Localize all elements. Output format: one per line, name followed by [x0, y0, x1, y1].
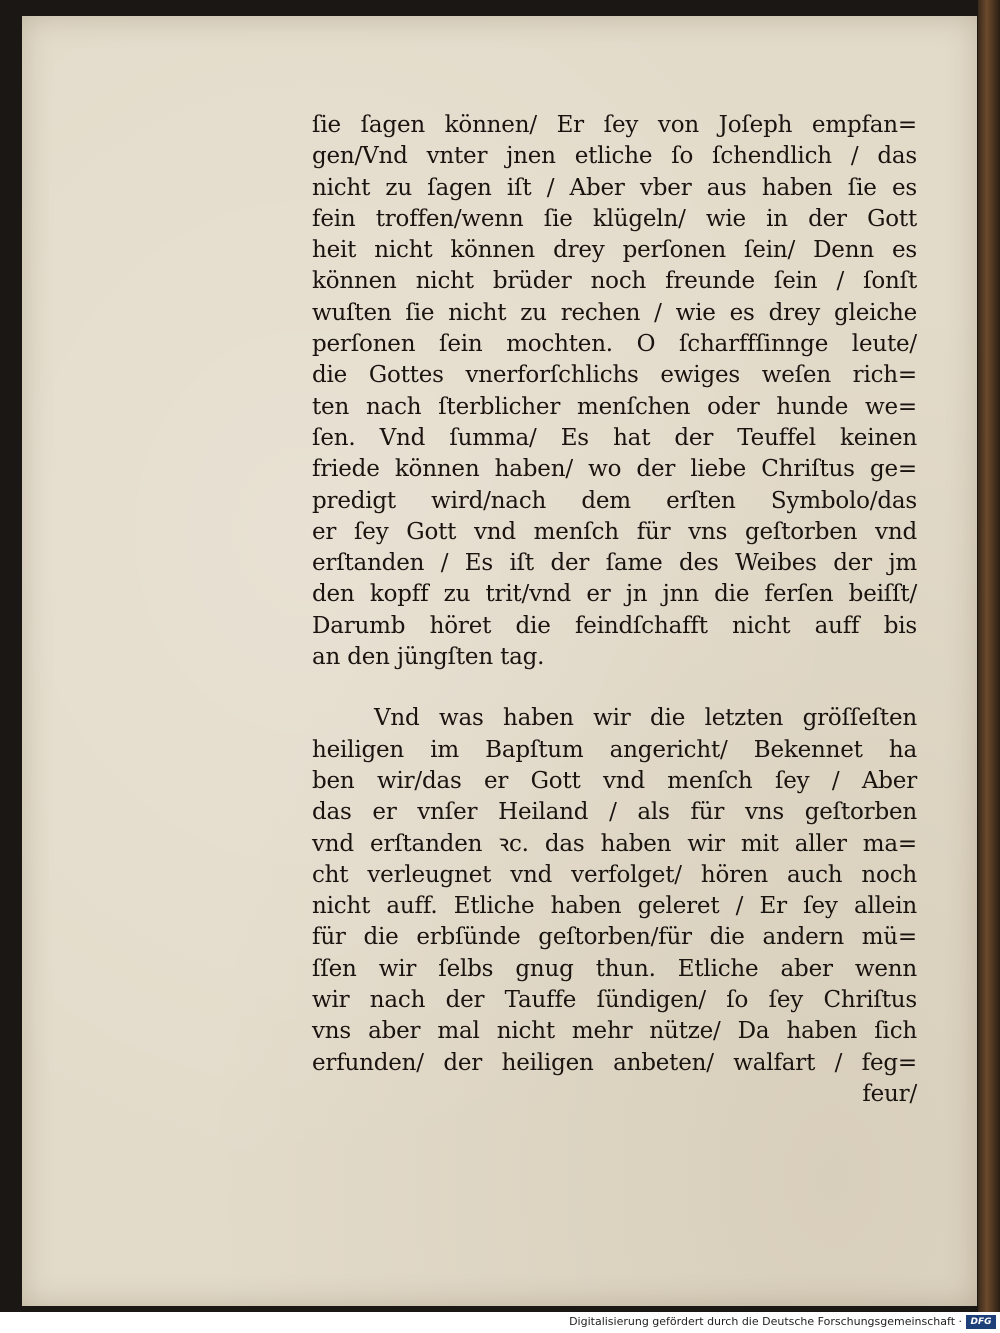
digitization-footer	[0, 1312, 1000, 1333]
text-line: er ſey Gott vnd menſch für vns geſtorben vnd	[312, 518, 917, 545]
text-line: nicht auff. Etliche haben geleret / Er ſey allein	[312, 893, 917, 920]
catchword: feur/	[862, 1080, 917, 1107]
text-line: heit nicht können drey perſonen ſein/ Denn es	[312, 237, 917, 264]
text-line: cht verleugnet vnd verfolget/ hören auch noch	[312, 861, 917, 888]
text-line: ten nach ſterblicher menſchen oder hunde we=	[312, 393, 917, 420]
text-line: ſſen wir ſelbs gnug thun. Etliche aber wenn	[312, 955, 917, 982]
text-line: nicht zu ſagen iſt / Aber vber aus haben ſie es	[312, 174, 917, 201]
text-line: ſen. Vnd ſumma/ Es hat der Teuffel keinen	[312, 424, 917, 451]
text-line: vnd erſtanden ꝛc. das haben wir mit aller ma=	[312, 830, 917, 857]
text-line: fein troffen/wenn ſie klügeln/ wie in der Gott	[312, 205, 917, 232]
text-line: Vnd was haben wir die letzten gröſſeſten	[374, 705, 917, 732]
dfg-logo-icon: DFG	[966, 1315, 996, 1329]
text-line: wuſten ſie nicht zu rechen / wie es drey gleiche	[312, 299, 917, 326]
text-line: erſtanden / Es iſt der ſame des Weibes der jm	[312, 550, 917, 577]
text-line: friede können haben/ wo der liebe Chriſtus ge=	[312, 456, 917, 483]
text-line: können nicht brüder noch freunde ſein / ſonſt	[312, 268, 917, 295]
text-line: vns aber mal nicht mehr nütze/ Da haben ſich	[312, 1018, 917, 1045]
page-text-block	[312, 110, 917, 1110]
book-binding-edge	[978, 0, 1000, 1312]
text-line: wir nach der Tauffe ſündigen/ ſo ſey Chriſtus	[312, 987, 917, 1014]
text-line: predigt wird/nach dem erſten Symbolo/das	[312, 487, 917, 514]
text-line: den kopff zu trit/vnd er jn jnn die ferſen beiſſt/	[312, 581, 917, 608]
paragraph-1	[312, 110, 917, 673]
text-line: erfunden/ der heiligen anbeten/ walfart / feg=	[312, 1049, 917, 1076]
text-line: perſonen ſein mochten. O ſcharffſinnge leute/	[312, 331, 917, 358]
text-line: gen/Vnd vnter jnen etliche ſo ſchendlich / das	[312, 143, 917, 170]
text-line: ſie ſagen können/ Er ſey von Joſeph empfan=	[312, 112, 917, 138]
paragraph-2	[312, 703, 917, 1079]
funding-credit: Digitalisierung gefördert durch die Deutsche Forschungsgemeinschaft ·	[569, 1315, 962, 1328]
text-line: für die erbſünde geſtorben/für die andern mü=	[312, 924, 917, 951]
paragraph-spacer	[312, 673, 917, 703]
text-line: ben wir/das er Gott vnd menſch ſey / Aber	[312, 767, 917, 794]
text-line: die Gottes vnerforſchlichs ewiges weſen rich=	[312, 362, 917, 389]
text-line: heiligen im Bapſtum angericht/ Bekennet ha	[312, 736, 917, 763]
text-line: Darumb höret die feindſchafft nicht auff bis	[312, 612, 917, 639]
text-line: das er vnſer Heiland / als für vns geſtorben	[312, 799, 917, 826]
text-line: an den jüngſten tag.	[312, 644, 545, 671]
